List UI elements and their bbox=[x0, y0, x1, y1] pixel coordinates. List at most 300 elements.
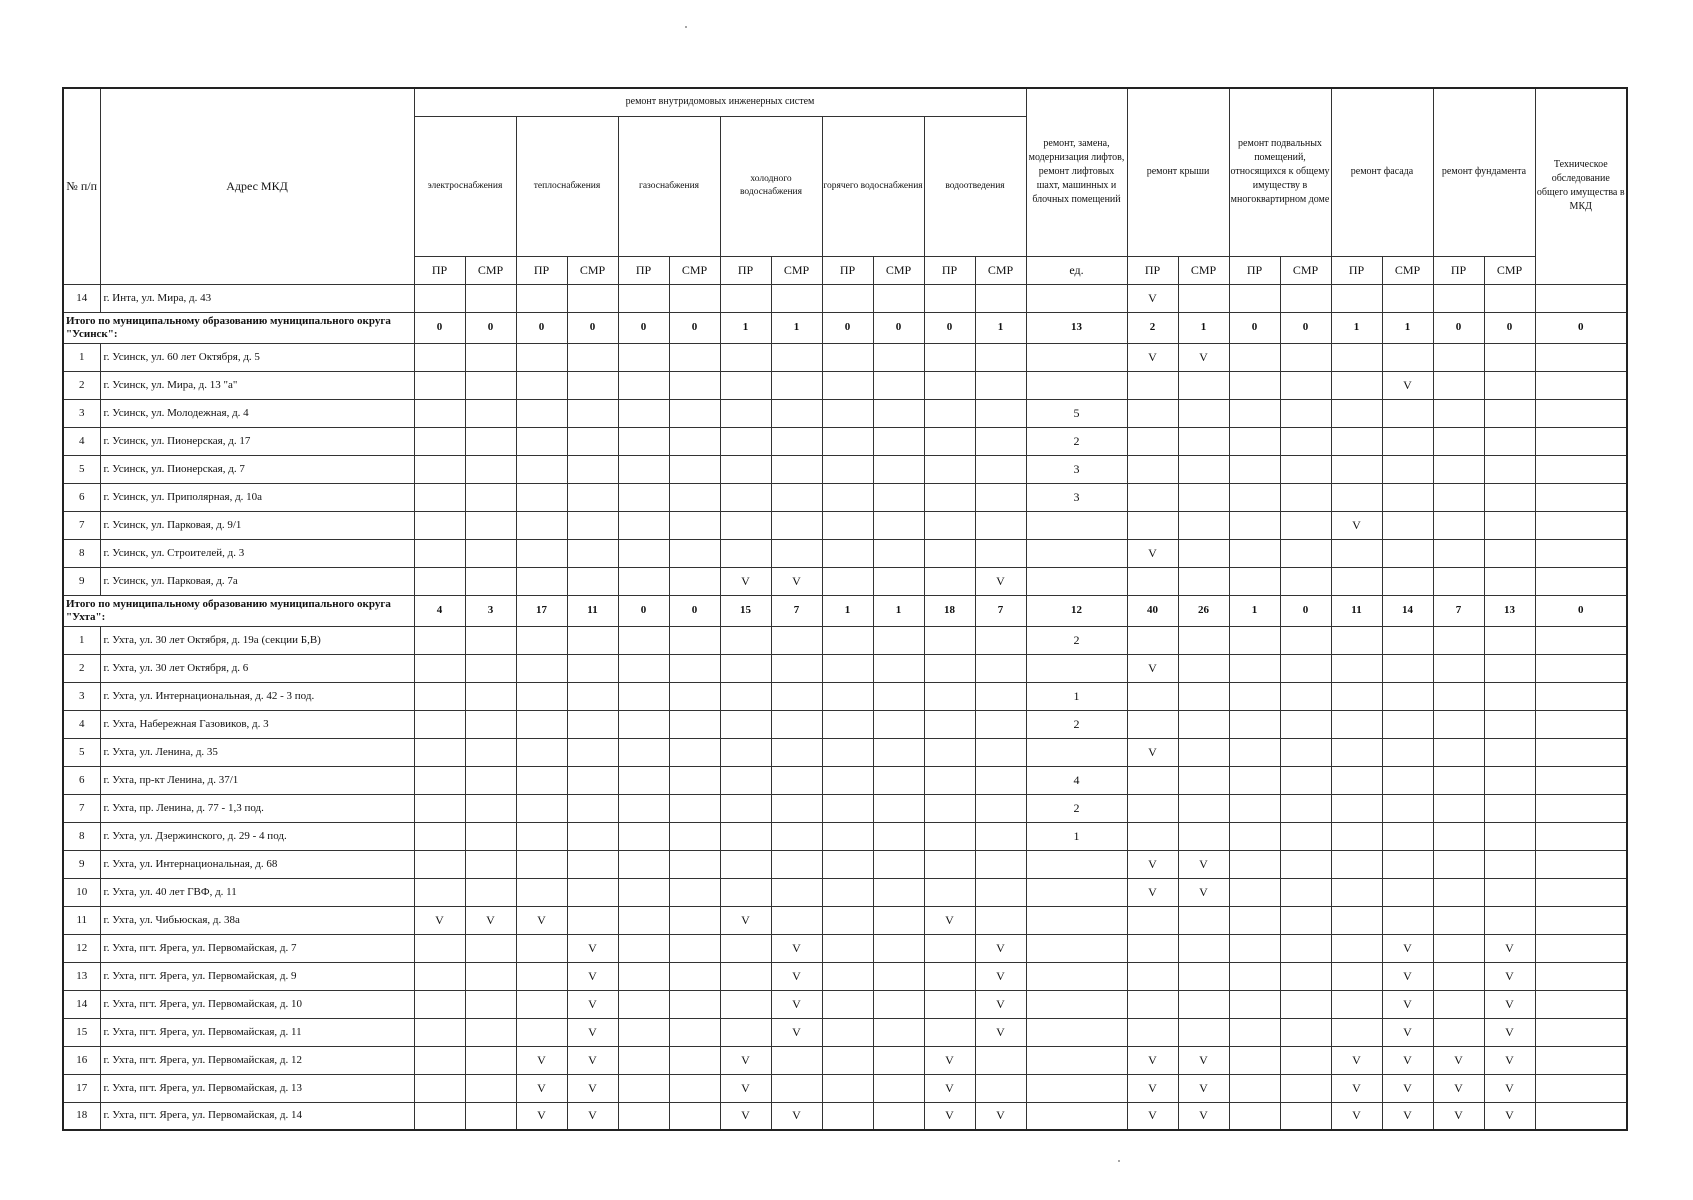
value-cell: V bbox=[1127, 343, 1178, 371]
table-row bbox=[63, 850, 1627, 878]
value-cell bbox=[516, 539, 567, 567]
value-cell bbox=[1229, 455, 1280, 483]
subtotal-cell: 13 bbox=[1484, 595, 1535, 626]
value-cell: V bbox=[924, 1102, 975, 1130]
value-cell bbox=[465, 934, 516, 962]
header-smr: СМР bbox=[1382, 256, 1433, 284]
value-cell bbox=[1484, 399, 1535, 427]
value-cell bbox=[1280, 284, 1331, 312]
value-cell bbox=[1382, 399, 1433, 427]
value-cell bbox=[771, 710, 822, 738]
value-cell bbox=[720, 427, 771, 455]
value-cell bbox=[924, 427, 975, 455]
value-cell bbox=[924, 654, 975, 682]
value-cell bbox=[669, 626, 720, 654]
value-cell bbox=[1535, 511, 1627, 539]
value-cell bbox=[1127, 427, 1178, 455]
value-cell bbox=[618, 343, 669, 371]
value-cell bbox=[414, 511, 465, 539]
value-cell bbox=[1026, 567, 1127, 595]
subtotal-row bbox=[63, 595, 1627, 626]
table-row bbox=[63, 654, 1627, 682]
value-cell bbox=[1178, 682, 1229, 710]
value-cell bbox=[1280, 934, 1331, 962]
value-cell bbox=[1178, 455, 1229, 483]
subtotal-cell: 0 bbox=[1484, 312, 1535, 343]
value-cell bbox=[516, 626, 567, 654]
value-cell bbox=[618, 455, 669, 483]
scan-speck bbox=[1118, 1160, 1120, 1162]
value-cell bbox=[465, 1046, 516, 1074]
table-row bbox=[63, 343, 1627, 371]
value-cell bbox=[1331, 850, 1382, 878]
value-cell bbox=[669, 962, 720, 990]
subtotal-cell: 13 bbox=[1026, 312, 1127, 343]
value-cell bbox=[414, 371, 465, 399]
table-row bbox=[63, 511, 1627, 539]
value-cell bbox=[1229, 1102, 1280, 1130]
address-cell: г. Ухта, пгт. Ярега, ул. Первомайская, д. 9 bbox=[100, 962, 414, 990]
address-cell: г. Усинск, ул. Парковая, д. 9/1 bbox=[100, 511, 414, 539]
subtotal-cell: 1 bbox=[822, 595, 873, 626]
header-pr: ПР bbox=[1127, 256, 1178, 284]
value-cell bbox=[1229, 427, 1280, 455]
value-cell bbox=[720, 284, 771, 312]
value-cell bbox=[516, 990, 567, 1018]
value-cell bbox=[975, 878, 1026, 906]
header-pr: ПР bbox=[618, 256, 669, 284]
value-cell bbox=[1229, 399, 1280, 427]
value-cell bbox=[771, 483, 822, 511]
value-cell bbox=[1280, 511, 1331, 539]
value-cell bbox=[618, 427, 669, 455]
value-cell bbox=[567, 455, 618, 483]
value-cell bbox=[720, 511, 771, 539]
value-cell bbox=[669, 934, 720, 962]
value-cell bbox=[618, 1046, 669, 1074]
value-cell bbox=[414, 766, 465, 794]
value-cell bbox=[822, 766, 873, 794]
value-cell bbox=[1229, 1046, 1280, 1074]
value-cell bbox=[669, 878, 720, 906]
value-cell bbox=[975, 906, 1026, 934]
value-cell bbox=[975, 284, 1026, 312]
value-cell bbox=[975, 710, 1026, 738]
value-cell: V bbox=[720, 1046, 771, 1074]
value-cell bbox=[1280, 822, 1331, 850]
value-cell bbox=[669, 1074, 720, 1102]
value-cell bbox=[516, 399, 567, 427]
subtotal-cell: 0 bbox=[1535, 595, 1627, 626]
row-number: 9 bbox=[63, 567, 100, 595]
value-cell bbox=[1026, 1102, 1127, 1130]
value-cell bbox=[1280, 962, 1331, 990]
value-cell bbox=[414, 1046, 465, 1074]
value-cell bbox=[822, 962, 873, 990]
subtotal-cell: 1 bbox=[720, 312, 771, 343]
value-cell: V bbox=[771, 1018, 822, 1046]
value-cell bbox=[720, 654, 771, 682]
subtotal-cell: 26 bbox=[1178, 595, 1229, 626]
value-cell bbox=[465, 710, 516, 738]
value-cell bbox=[465, 654, 516, 682]
value-cell bbox=[414, 567, 465, 595]
value-cell bbox=[669, 539, 720, 567]
value-cell bbox=[822, 483, 873, 511]
value-cell bbox=[567, 682, 618, 710]
value-cell: V bbox=[720, 906, 771, 934]
value-cell bbox=[822, 1102, 873, 1130]
value-cell bbox=[1433, 710, 1484, 738]
value-cell bbox=[1433, 738, 1484, 766]
value-cell bbox=[414, 654, 465, 682]
value-cell bbox=[618, 682, 669, 710]
subtotal-cell: 14 bbox=[1382, 595, 1433, 626]
value-cell bbox=[1535, 455, 1627, 483]
value-cell bbox=[1280, 427, 1331, 455]
value-cell bbox=[873, 822, 924, 850]
value-cell bbox=[669, 682, 720, 710]
value-cell bbox=[516, 483, 567, 511]
value-cell bbox=[924, 626, 975, 654]
value-cell: V bbox=[1178, 1046, 1229, 1074]
address-cell: г. Усинск, ул. Мира, д. 13 "а" bbox=[100, 371, 414, 399]
value-cell bbox=[822, 567, 873, 595]
value-cell bbox=[1535, 990, 1627, 1018]
subtotal-cell: 0 bbox=[414, 312, 465, 343]
value-cell bbox=[1178, 371, 1229, 399]
address-cell: г. Усинск, ул. Парковая, д. 7а bbox=[100, 567, 414, 595]
value-cell bbox=[1535, 284, 1627, 312]
value-cell bbox=[1484, 567, 1535, 595]
value-cell: V bbox=[1382, 990, 1433, 1018]
value-cell bbox=[1178, 738, 1229, 766]
table-row bbox=[63, 567, 1627, 595]
value-cell bbox=[1382, 850, 1433, 878]
subtotal-cell: 40 bbox=[1127, 595, 1178, 626]
value-cell bbox=[465, 539, 516, 567]
value-cell: V bbox=[975, 1018, 1026, 1046]
value-cell bbox=[1280, 539, 1331, 567]
value-cell bbox=[618, 626, 669, 654]
value-cell bbox=[618, 539, 669, 567]
value-cell bbox=[516, 455, 567, 483]
value-cell bbox=[771, 766, 822, 794]
value-cell bbox=[1331, 990, 1382, 1018]
value-cell bbox=[567, 343, 618, 371]
value-cell bbox=[1535, 427, 1627, 455]
value-cell bbox=[975, 455, 1026, 483]
value-cell bbox=[1280, 654, 1331, 682]
header-lifts: ремонт, замена, модернизация лифтов, ремонт лифтовых шахт, машинных и блочных помещений bbox=[1026, 88, 1127, 256]
value-cell bbox=[618, 878, 669, 906]
value-cell bbox=[465, 766, 516, 794]
value-cell bbox=[1331, 343, 1382, 371]
value-cell bbox=[1280, 710, 1331, 738]
value-cell bbox=[1178, 427, 1229, 455]
value-cell bbox=[1382, 878, 1433, 906]
header-electricity: электроснабжения bbox=[414, 116, 516, 256]
value-cell bbox=[924, 990, 975, 1018]
value-cell bbox=[1127, 1018, 1178, 1046]
value-cell bbox=[1280, 399, 1331, 427]
value-cell bbox=[1178, 483, 1229, 511]
value-cell bbox=[1127, 822, 1178, 850]
value-cell bbox=[720, 483, 771, 511]
value-cell bbox=[1535, 626, 1627, 654]
value-cell: V bbox=[414, 906, 465, 934]
value-cell bbox=[414, 399, 465, 427]
value-cell bbox=[465, 990, 516, 1018]
value-cell bbox=[516, 878, 567, 906]
value-cell bbox=[1229, 738, 1280, 766]
subtotal-cell: 1 bbox=[975, 312, 1026, 343]
value-cell bbox=[720, 850, 771, 878]
value-cell: V bbox=[1127, 1102, 1178, 1130]
value-cell bbox=[720, 455, 771, 483]
value-cell bbox=[1229, 822, 1280, 850]
address-cell: г. Усинск, ул. Приполярная, д. 10а bbox=[100, 483, 414, 511]
value-cell bbox=[1433, 626, 1484, 654]
value-cell bbox=[1433, 906, 1484, 934]
value-cell bbox=[1127, 766, 1178, 794]
header-unit: ед. bbox=[1026, 256, 1127, 284]
row-number: 1 bbox=[63, 626, 100, 654]
value-cell: V bbox=[516, 1074, 567, 1102]
value-cell bbox=[873, 654, 924, 682]
value-cell bbox=[669, 766, 720, 794]
value-cell: V bbox=[567, 1074, 618, 1102]
value-cell bbox=[1433, 511, 1484, 539]
value-cell bbox=[771, 906, 822, 934]
value-cell bbox=[1433, 427, 1484, 455]
value-cell bbox=[1229, 850, 1280, 878]
value-cell bbox=[873, 878, 924, 906]
header-smr: СМР bbox=[465, 256, 516, 284]
header-pr: ПР bbox=[1229, 256, 1280, 284]
value-cell bbox=[1331, 427, 1382, 455]
value-cell bbox=[567, 539, 618, 567]
header-cold-water: холодного водоснабжения bbox=[720, 116, 822, 256]
value-cell bbox=[924, 962, 975, 990]
value-cell bbox=[975, 511, 1026, 539]
value-cell bbox=[465, 483, 516, 511]
value-cell bbox=[1331, 710, 1382, 738]
value-cell bbox=[567, 654, 618, 682]
value-cell bbox=[465, 427, 516, 455]
value-cell bbox=[924, 483, 975, 511]
value-cell bbox=[1535, 399, 1627, 427]
value-cell bbox=[1178, 511, 1229, 539]
value-cell bbox=[1026, 850, 1127, 878]
value-cell bbox=[1433, 934, 1484, 962]
value-cell bbox=[873, 371, 924, 399]
value-cell bbox=[618, 371, 669, 399]
header-pr: ПР bbox=[924, 256, 975, 284]
value-cell bbox=[618, 1074, 669, 1102]
value-cell bbox=[414, 427, 465, 455]
value-cell bbox=[1535, 738, 1627, 766]
value-cell bbox=[1331, 455, 1382, 483]
value-cell bbox=[1535, 962, 1627, 990]
value-cell bbox=[924, 455, 975, 483]
value-cell bbox=[1127, 934, 1178, 962]
value-cell bbox=[975, 850, 1026, 878]
subtotal-cell: 0 bbox=[669, 312, 720, 343]
subtotal-cell: 0 bbox=[1433, 312, 1484, 343]
value-cell bbox=[1433, 284, 1484, 312]
value-cell bbox=[1331, 878, 1382, 906]
value-cell bbox=[822, 794, 873, 822]
header-foundation: ремонт фундамента bbox=[1433, 88, 1535, 256]
subtotal-cell: 0 bbox=[465, 312, 516, 343]
value-cell: 1 bbox=[1026, 822, 1127, 850]
value-cell bbox=[1331, 766, 1382, 794]
value-cell bbox=[771, 794, 822, 822]
address-cell: г. Инта, ул. Мира, д. 43 bbox=[100, 284, 414, 312]
value-cell bbox=[1178, 766, 1229, 794]
value-cell bbox=[1535, 822, 1627, 850]
value-cell: V bbox=[771, 962, 822, 990]
value-cell bbox=[1433, 654, 1484, 682]
header-smr: СМР bbox=[1484, 256, 1535, 284]
subtotal-cell: 15 bbox=[720, 595, 771, 626]
value-cell bbox=[1229, 1074, 1280, 1102]
table-row bbox=[63, 738, 1627, 766]
value-cell bbox=[1229, 962, 1280, 990]
value-cell bbox=[873, 626, 924, 654]
subtotal-cell: 0 bbox=[618, 595, 669, 626]
value-cell bbox=[516, 371, 567, 399]
header-smr: СМР bbox=[873, 256, 924, 284]
value-cell bbox=[465, 1074, 516, 1102]
address-cell: г. Ухта, ул. Чибьюская, д. 38а bbox=[100, 906, 414, 934]
value-cell bbox=[567, 822, 618, 850]
subtotal-label: Итого по муниципальному образованию муниципального округа "Усинск": bbox=[63, 312, 414, 343]
value-cell bbox=[1433, 343, 1484, 371]
value-cell bbox=[1280, 850, 1331, 878]
value-cell bbox=[1484, 626, 1535, 654]
value-cell: V bbox=[1484, 1074, 1535, 1102]
value-cell bbox=[465, 371, 516, 399]
value-cell bbox=[516, 710, 567, 738]
value-cell bbox=[1535, 682, 1627, 710]
value-cell: V bbox=[1178, 850, 1229, 878]
value-cell bbox=[1280, 343, 1331, 371]
value-cell bbox=[1127, 682, 1178, 710]
row-number: 4 bbox=[63, 427, 100, 455]
value-cell bbox=[516, 343, 567, 371]
value-cell bbox=[516, 850, 567, 878]
address-cell: г. Ухта, ул. 40 лет ГВФ, д. 11 bbox=[100, 878, 414, 906]
value-cell bbox=[1535, 794, 1627, 822]
value-cell: 2 bbox=[1026, 794, 1127, 822]
value-cell bbox=[1433, 455, 1484, 483]
value-cell bbox=[924, 343, 975, 371]
value-cell bbox=[1026, 511, 1127, 539]
subtotal-cell: 1 bbox=[771, 312, 822, 343]
value-cell bbox=[720, 371, 771, 399]
value-cell bbox=[1484, 511, 1535, 539]
subtotal-cell: 1 bbox=[873, 595, 924, 626]
address-cell: г. Усинск, ул. Пионерская, д. 17 bbox=[100, 427, 414, 455]
row-number: 18 bbox=[63, 1102, 100, 1130]
value-cell bbox=[567, 483, 618, 511]
value-cell bbox=[1280, 682, 1331, 710]
value-cell bbox=[1331, 738, 1382, 766]
header-sewerage: водоотведения bbox=[924, 116, 1026, 256]
value-cell bbox=[873, 794, 924, 822]
value-cell bbox=[873, 399, 924, 427]
value-cell bbox=[618, 710, 669, 738]
header-pr: ПР bbox=[1331, 256, 1382, 284]
value-cell: V bbox=[567, 1102, 618, 1130]
value-cell bbox=[873, 483, 924, 511]
value-cell bbox=[924, 822, 975, 850]
row-number: 7 bbox=[63, 794, 100, 822]
value-cell bbox=[516, 654, 567, 682]
value-cell bbox=[1535, 483, 1627, 511]
header-pr: ПР bbox=[414, 256, 465, 284]
value-cell bbox=[873, 766, 924, 794]
row-number: 15 bbox=[63, 1018, 100, 1046]
value-cell bbox=[975, 822, 1026, 850]
value-cell: V bbox=[516, 1046, 567, 1074]
subtotal-cell: 0 bbox=[1229, 312, 1280, 343]
value-cell: V bbox=[1127, 284, 1178, 312]
value-cell bbox=[1178, 794, 1229, 822]
value-cell bbox=[1382, 710, 1433, 738]
value-cell: V bbox=[1127, 1046, 1178, 1074]
value-cell bbox=[975, 794, 1026, 822]
value-cell: V bbox=[465, 906, 516, 934]
value-cell bbox=[414, 738, 465, 766]
value-cell bbox=[1280, 455, 1331, 483]
value-cell bbox=[720, 682, 771, 710]
value-cell bbox=[1331, 1018, 1382, 1046]
value-cell bbox=[1535, 934, 1627, 962]
header-smr: СМР bbox=[1178, 256, 1229, 284]
subtotal-cell: 0 bbox=[822, 312, 873, 343]
value-cell: V bbox=[567, 962, 618, 990]
value-cell bbox=[1382, 654, 1433, 682]
value-cell bbox=[1280, 1074, 1331, 1102]
row-number: 14 bbox=[63, 284, 100, 312]
header-number: № п/п bbox=[63, 88, 100, 284]
table-row bbox=[63, 766, 1627, 794]
subtotal-cell: 4 bbox=[414, 595, 465, 626]
value-cell bbox=[1433, 682, 1484, 710]
value-cell bbox=[771, 284, 822, 312]
value-cell bbox=[669, 906, 720, 934]
value-cell bbox=[1280, 906, 1331, 934]
table-row bbox=[63, 399, 1627, 427]
value-cell: V bbox=[1484, 1018, 1535, 1046]
header-smr: СМР bbox=[567, 256, 618, 284]
value-cell bbox=[1127, 567, 1178, 595]
value-cell bbox=[822, 738, 873, 766]
value-cell bbox=[516, 934, 567, 962]
value-cell: V bbox=[975, 1102, 1026, 1130]
value-cell bbox=[618, 1018, 669, 1046]
row-number: 3 bbox=[63, 399, 100, 427]
header-roof: ремонт крыши bbox=[1127, 88, 1229, 256]
row-number: 6 bbox=[63, 766, 100, 794]
table-row bbox=[63, 455, 1627, 483]
value-cell bbox=[1178, 626, 1229, 654]
value-cell bbox=[618, 738, 669, 766]
value-cell bbox=[414, 878, 465, 906]
